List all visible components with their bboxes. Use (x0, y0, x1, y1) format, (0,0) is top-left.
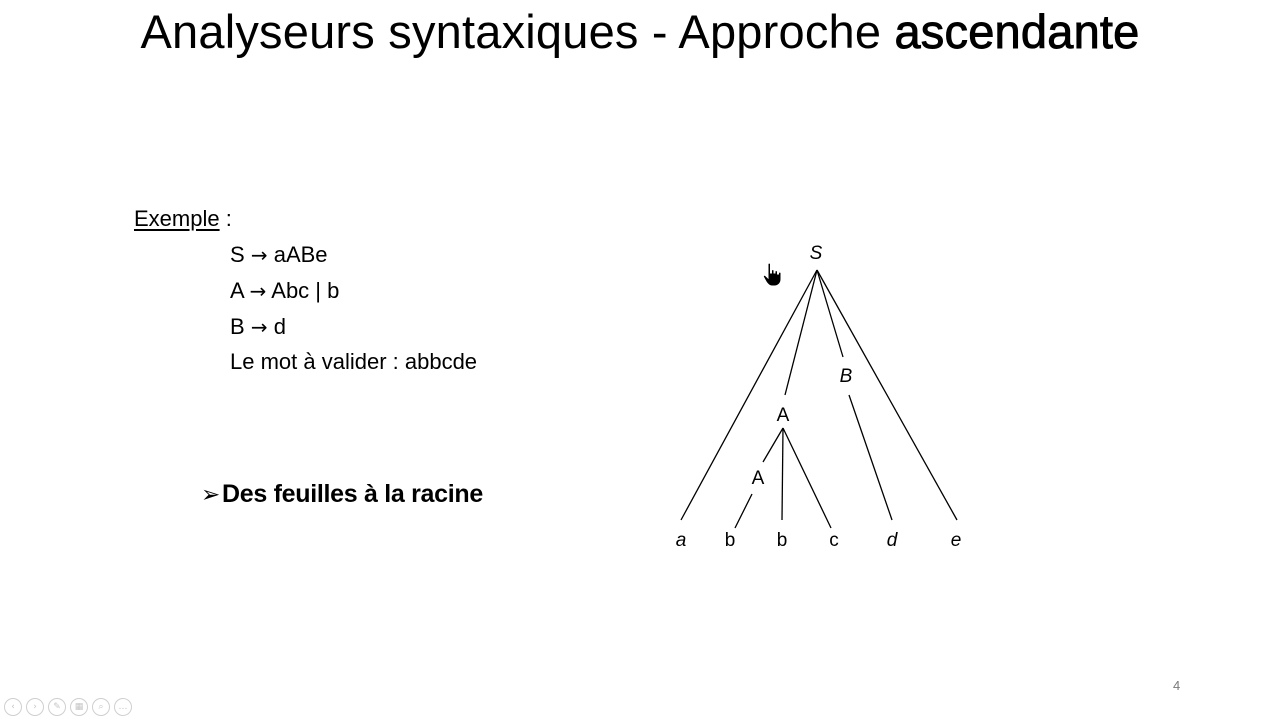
slides-icon[interactable]: ▦ (70, 698, 88, 716)
rule-lhs: A (230, 278, 244, 303)
tree-edge (785, 270, 817, 395)
page-number: 4 (1173, 678, 1181, 693)
tree-node-b: B (839, 366, 853, 387)
pen-icon[interactable]: ✎ (48, 698, 66, 716)
rule-rhs: Abc | b (271, 278, 340, 303)
rule-rhs: aABe (273, 242, 328, 267)
arrow-icon: → (249, 279, 267, 303)
tree-edge (849, 395, 892, 520)
word-to-validate: Le mot à valider : abbcde (230, 349, 478, 374)
tree-edge (817, 270, 957, 520)
tree-node-a: A (776, 405, 790, 426)
presentation-toolbar (4, 698, 132, 718)
more-icon[interactable]: … (114, 698, 132, 716)
tree-node-a-inner: A (751, 468, 765, 489)
tree-edge (817, 270, 843, 357)
rule-lhs: S (230, 242, 245, 267)
tree-edge (681, 270, 817, 520)
arrow-icon: → (250, 243, 268, 267)
title-main: Analyseurs syntaxiques - Approche (140, 5, 895, 58)
tree-edge (763, 428, 783, 462)
tree-leaf: b (776, 530, 788, 551)
example-word: Exemple (134, 206, 220, 231)
rule-rhs: d (273, 314, 286, 339)
example-colon: : (219, 206, 232, 231)
bullet-text: Des feuilles à la racine (221, 480, 483, 508)
tree-leaf: e (950, 530, 962, 551)
tree-edge (735, 494, 752, 528)
tree-leaf: a (675, 530, 687, 551)
tree-root-s: S (809, 243, 823, 264)
previous-icon[interactable]: ‹ (4, 698, 22, 716)
tree-edge (782, 428, 783, 520)
zoom-icon[interactable]: ⌕ (92, 698, 110, 716)
arrow-icon: → (250, 315, 268, 339)
hand-cursor-icon (762, 262, 784, 288)
rule-lhs: B (230, 314, 245, 339)
bullet-arrow-icon: ➢ (201, 482, 220, 508)
tree-edge (783, 428, 831, 528)
title-emphasis: ascendante (894, 5, 1140, 58)
tree-leaf: c (829, 530, 839, 551)
next-icon[interactable]: › (26, 698, 44, 716)
tree-leaf: b (724, 530, 736, 551)
tree-leaf: d (886, 530, 898, 551)
